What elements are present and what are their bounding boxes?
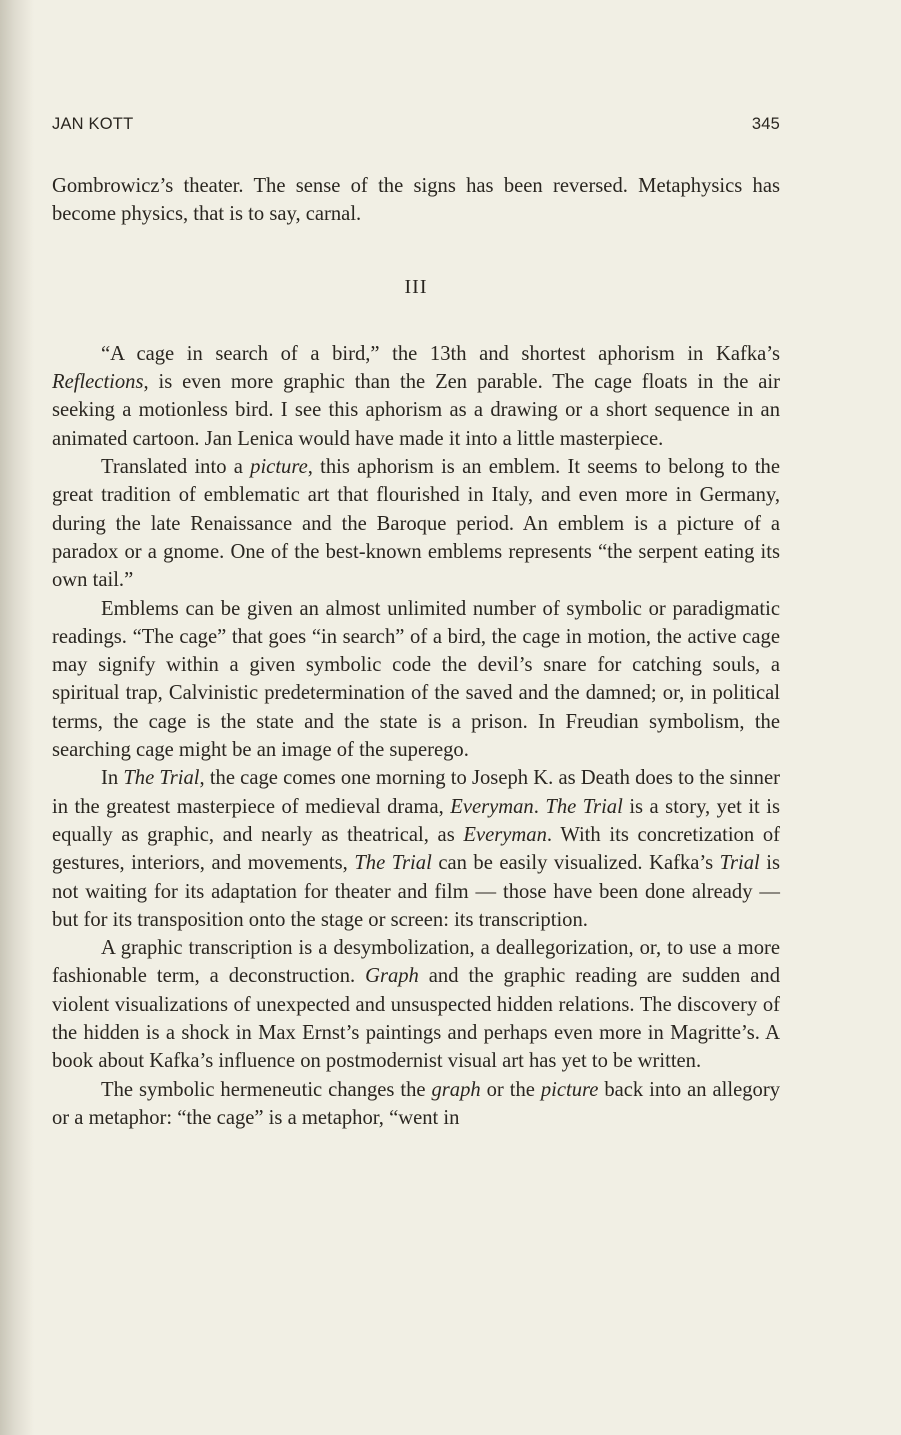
italic-title: The Trial [545,795,623,818]
text-run: . [533,795,546,818]
italic-term: picture [250,456,308,479]
running-head [52,115,782,137]
text-run: , the cage comes one morning to Joseph K. as Death does to the sinner in the greatest masterpiece of medieval drama, [52,767,780,818]
text-run: is not waiting for its adaptation for theater and film — those have been done already — but for its transposition onto the stage or screen: its transcription. [52,852,780,931]
text-run: is a story, yet it is equally as graphic, and nearly as theatrical, as [52,795,780,846]
text-run: . With its concretization of gestures, interiors, and movements, [52,823,780,875]
text-run: In [101,767,124,790]
text-run: , is even more graphic than the Zen parable. The cage floats in the air seeking a motionless bird. I see this aphorism as a drawing or a short sequence in an animated cartoon. Jan Lenica would have made it into a little masterpiece. [52,371,780,450]
binding-shadow [0,0,34,1435]
page-number: 345 [751,115,780,133]
italic-title: The Trial [123,767,200,790]
running-head-author: JAN KOTT [52,115,134,133]
paragraph-transcription [52,934,780,1075]
paragraph-the-trial [52,764,780,934]
text-run: and the graphic reading are sudden and violent visualizations of unexpected and unsuspected hidden relations. The discovery of the hidden is a shock in Max Ernst’s paintings and perhaps even more in Magritte’s. A book about Kafka’s influence on postmodernist visual art has yet to be written. [52,965,780,1073]
section-heading: III [404,275,428,298]
italic-term: graph [431,1078,481,1101]
text-run: , this aphorism is an emblem. It seems to belong to the great tradition of emblematic art that flourished in Italy, and even more in Germany, during the late Renaissance and the Baroque period. An emblem is a picture of a paradox or a gnome. One of the best-known emblems represents “the serpent eating its own tail.” [52,456,780,592]
text-run: can be easily visualized. Kafka’s [431,852,720,875]
text-run: Translated into a [101,456,251,479]
paragraph-readings: Emblems can be given an almost unlimited number of symbolic or paradigmatic readings. “The cage” that goes “in search” of a bird, the cage in motion, the active cage may signify within a given symbolic code the devil’s snare for catching souls, a spiritual trap, Calvinistic predetermination of the saved and the damned; or, in political terms, the cage is the state and the state is a prison. In Freudian symbolism, the searching cage might be an image of the superego. [52,597,780,762]
text-run: or the [480,1078,541,1101]
text-run: A graphic transcription is a desymbolization, a deallegorization, or, to use a more fashionable term, a deconstruction. [52,937,780,988]
paragraph-continuation: Gombrowicz’s theater. The sense of the signs has been reversed. Metaphysics has become physics, that is to say, carnal. [52,175,780,226]
italic-title: The Trial [354,852,432,875]
text-run: “A cage in search of a bird,” the 13th and shortest aphorism in Kafka’s [101,342,780,365]
book-page [52,0,782,1435]
italic-title: Everyman [450,795,534,818]
italic-title: Trial [719,852,760,875]
text-run: The symbolic hermeneutic changes the [101,1078,432,1101]
paragraph-emblem [52,453,780,594]
italic-title: Everyman [463,823,547,846]
body-text [52,172,780,1132]
italic-title: Reflections [52,371,144,394]
paragraph-cage-aphorism [52,340,780,453]
italic-term: picture [540,1078,599,1101]
paragraph-hermeneutic [52,1076,780,1133]
italic-term: Graph [365,965,419,988]
text-run: back into an allegory or a metaphor: “the cage” is a metaphor, “went in [52,1078,780,1129]
